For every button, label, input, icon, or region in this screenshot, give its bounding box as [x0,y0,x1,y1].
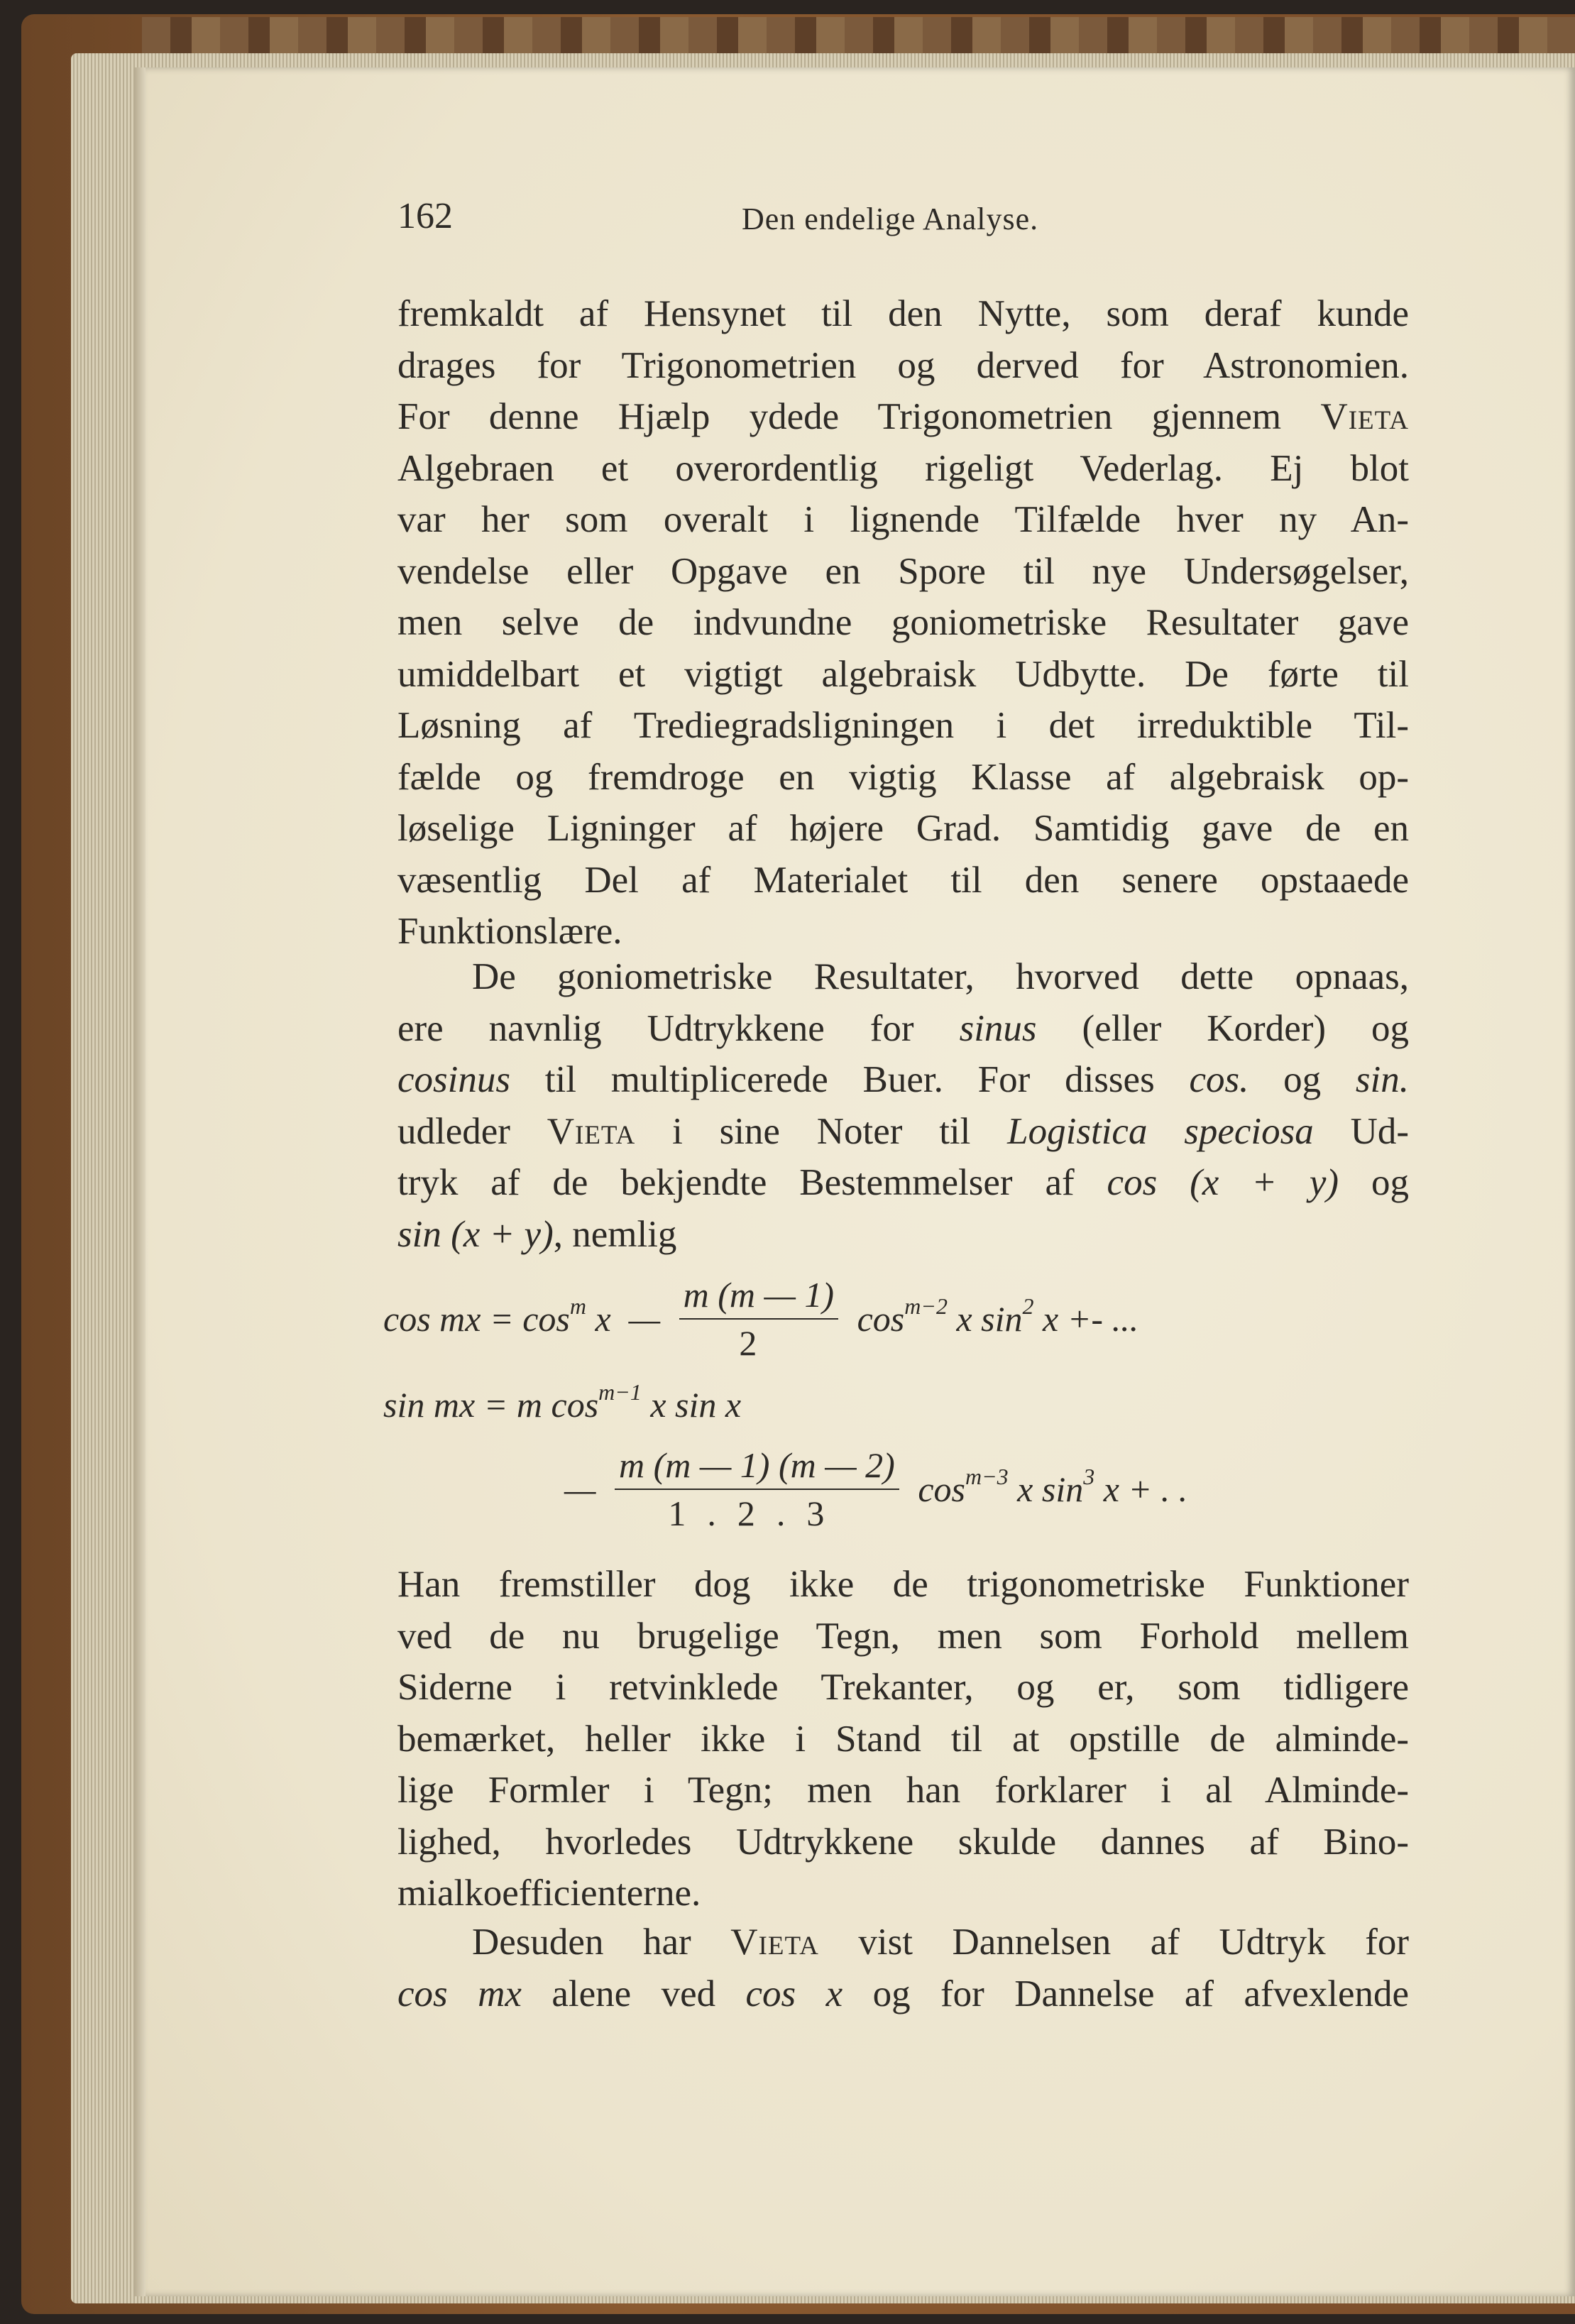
text-run: lighed, hvorledes Udtrykkene skulde dannes af Bino- [397,1821,1409,1863]
exponent: 3 [1083,1463,1095,1489]
formula-term: — [564,1469,605,1509]
exponent: m−3 [965,1463,1009,1489]
exponent: m [569,1293,586,1319]
person-name: Vieta [730,1922,819,1963]
text-run: vist Dannelsen af Udtryk for [818,1922,1409,1963]
text-line [397,443,1409,495]
fraction [679,1274,838,1364]
denominator: 1.2.3 [668,1493,846,1533]
text-run: udleder [397,1110,547,1152]
formula-sin-mx-continued [564,1445,1187,1534]
text-run: ved de nu brugelige Tegn, men som Forhold mellem [397,1615,1409,1657]
text-line [397,288,1409,340]
formula-cos-mx [383,1274,1138,1364]
page-number: 162 [397,196,453,236]
text-run: vendelse eller Opgave en Spore til nye Undersøgelser, [397,550,1409,592]
text-line [397,803,1409,855]
italic-term: sin. [1355,1059,1410,1100]
text-run: , nemlig [553,1213,677,1255]
text-run: (eller Korder) og [1036,1007,1410,1049]
text-line [397,1157,1409,1209]
formula-term: sin mx = m cos [383,1385,599,1425]
numerator: m (m — 1) [679,1274,838,1320]
italic-term: cos. [1189,1059,1249,1100]
text-run: bemærket, heller ikke i Stand til at opstille de alminde- [397,1718,1409,1760]
text-run: fælde og fremdroge en vigtig Klasse af algebraisk op- [397,756,1409,798]
text-run: mialkoefficienterne. [397,1873,701,1914]
text-run: Algebraen et overordentlig rigeligt Vederlag. Ej blot [397,447,1409,489]
text-line [397,597,1409,649]
text-run: lige Formler i Tegn; men han forklarer i al Alminde- [397,1770,1409,1811]
formula-sin-mx [383,1378,742,1425]
exponent: 2 [1022,1293,1034,1319]
formula-term: x sin [1008,1469,1084,1509]
formula-term: cos [909,1469,965,1509]
text-line [397,494,1409,546]
text-line [397,1765,1409,1816]
text-line [397,340,1409,392]
text-line [397,1968,1409,2020]
italic-term: cosinus [397,1059,510,1100]
text-run: væsentlig Del af Materialet til den senere opstaaede [397,859,1409,901]
formula-term: cos mx = cos [383,1299,570,1339]
text-line [397,1816,1409,1868]
text-run: Han fremstiller dog ikke de trigonometriske Funktioner [397,1564,1409,1605]
text-run: drages for Trigonometrien og derved for Astronomien. [397,344,1409,386]
text-line [397,391,1409,443]
text-line [397,649,1409,701]
text-run: i sine Noter til [635,1110,1008,1152]
text-line [397,700,1409,752]
text-line [397,906,1409,958]
paragraph [397,288,1409,958]
fraction [615,1445,899,1534]
italic-term: cos (x + y) [1107,1162,1339,1203]
paragraph [397,1559,1409,1919]
text-run: De goniometriske Resultater, hvorved dette opnaas, [472,956,1409,997]
text-run: Funktionslære. [397,911,622,952]
person-name: Vieta [1320,396,1409,437]
text-run: Siderne i retvinklede Trekanter, og er, som tidligere [397,1667,1409,1708]
formula-term: x + . . [1094,1469,1188,1509]
text-run: umiddelbart et vigtigt algebraisk Udbytte. De førte til [397,653,1409,695]
text-run: Løsning af Trediegradsligningen i det irreduktible Til- [397,705,1409,746]
italic-term: sinus [959,1007,1037,1049]
italic-term: sin (x + y) [397,1213,554,1255]
paragraph [397,1917,1409,2019]
exponent: m−2 [904,1293,948,1319]
formula-term: x sin x [641,1385,742,1425]
text-line [397,1917,1409,1968]
formula-term: x — [586,1299,669,1339]
italic-term: Logistica speciosa [1007,1110,1314,1152]
text-run: ere navnlig Udtrykkene for [397,1007,960,1049]
italic-term: cos mx [397,1973,522,2015]
text-run: Desuden har [472,1922,731,1963]
italic-term: cos x [745,1973,843,2015]
numerator: m (m — 1) (m — 2) [615,1445,899,1490]
text-run: var her som overalt i lignende Tilfælde hver ny An- [397,499,1409,540]
text-line [397,752,1409,804]
text-run: Ud- [1313,1110,1409,1152]
page-header [397,195,1407,252]
text-line [397,1868,1409,1919]
text-run: til multiplicerede Buer. For disses [510,1059,1190,1100]
text-run: tryk af de bekjendte Bestemmelser af [397,1162,1107,1203]
text-line [397,951,1409,1003]
text-run: men selve de indvundne goniometriske Resultater gave [397,602,1409,643]
formula-term: x +- ... [1033,1299,1139,1339]
text-line [397,1054,1409,1106]
text-line [397,1106,1409,1158]
person-name: Vieta [547,1110,636,1152]
text-line [397,1559,1409,1611]
denominator: 2 [739,1323,779,1363]
text-run: For denne Hjælp ydede Trigonometrien gjennem [397,396,1321,437]
text-line [397,1662,1409,1714]
text-run: fremkaldt af Hensynet til den Nytte, som deraf kunde [397,293,1409,334]
text-run: og [1339,1162,1409,1203]
text-line [397,1611,1409,1662]
text-run: alene ved [521,1973,746,2015]
text-run: og for Dannelse af afvexlende [843,1973,1409,2015]
text-line [397,546,1409,598]
paragraph [397,951,1409,1260]
formula-term: x sin [947,1299,1023,1339]
text-line [397,855,1409,906]
running-title: Den endelige Analyse. [742,202,1039,236]
text-line [397,1003,1409,1055]
text-run: løselige Ligninger af højere Grad. Samtidig gave de en [397,808,1409,849]
exponent: m−1 [598,1378,642,1405]
text-line [397,1714,1409,1765]
text-run: og [1249,1059,1356,1100]
text-line [397,1209,1409,1261]
formula-term: cos [848,1299,905,1339]
